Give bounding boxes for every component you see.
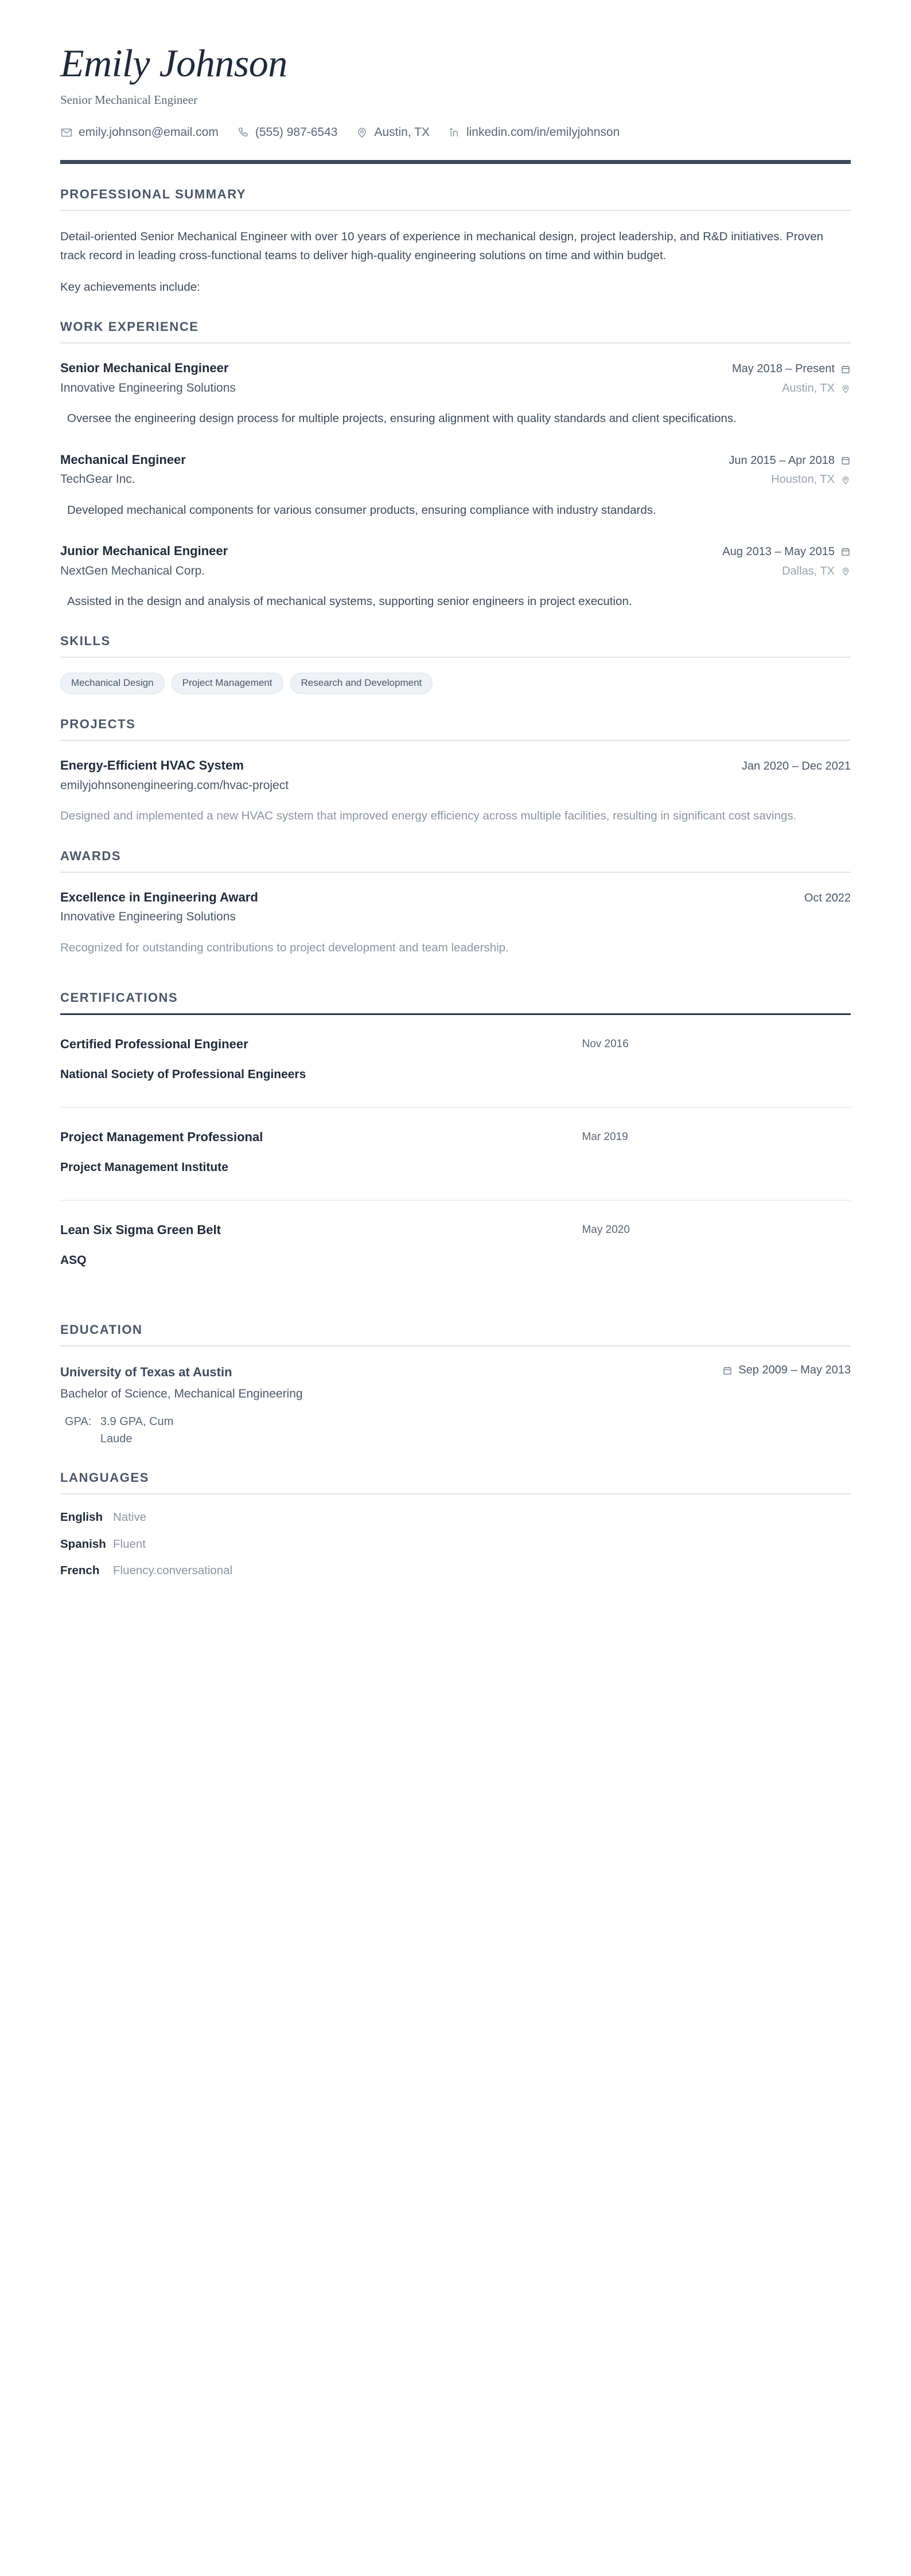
work-dates-value: May 2018 – Present bbox=[732, 362, 835, 376]
certification-date: Mar 2019 bbox=[582, 1130, 628, 1143]
work-role: Junior Mechanical Engineer bbox=[60, 543, 228, 558]
section-divider bbox=[60, 872, 851, 873]
work-role: Senior Mechanical Engineer bbox=[60, 361, 229, 376]
work-description: Oversee the engineering design process for multiple projects, ensuring alignment with quality standards and client specifications. bbox=[67, 412, 737, 426]
candidate-name: Emily Johnson bbox=[60, 41, 287, 85]
project-dates bbox=[742, 760, 851, 773]
section-skills bbox=[60, 634, 851, 694]
phone-icon bbox=[237, 126, 250, 139]
language-level: Native bbox=[113, 1511, 147, 1524]
contact-email-value: emily.johnson@email.com bbox=[79, 125, 219, 139]
work-location-value: Austin, TX bbox=[782, 382, 835, 395]
summary-achievements-lead: Key achievements include: bbox=[60, 280, 200, 294]
summary-paragraph: Detail-oriented Senior Mechanical Engineer with over 10 years of experience in mechanical design, project leadership, and R&D initiatives. Proven track record in leading cross-functional teams to deliver high-quality engineering solutions on time and within budget. bbox=[60, 229, 823, 262]
education-degree: Bachelor of Science, Mechanical Engineering bbox=[60, 1387, 303, 1400]
candidate-job-title: Senior Mechanical Engineer bbox=[60, 93, 198, 107]
section-professional-summary bbox=[60, 187, 851, 297]
contact-phone-value: (555) 987-6543 bbox=[255, 125, 338, 139]
contact-linkedin-value: linkedin.com/in/emilyjohnson bbox=[466, 125, 620, 139]
section-divider bbox=[60, 1493, 851, 1494]
work-entry-subheader bbox=[60, 468, 851, 487]
award-date bbox=[804, 892, 851, 905]
contact-location bbox=[356, 126, 430, 139]
section-divider bbox=[60, 1345, 851, 1346]
section-divider bbox=[60, 740, 851, 741]
education-dates bbox=[722, 1364, 851, 1377]
work-entry bbox=[60, 360, 851, 428]
project-url[interactable]: emilyjohnsonengineering.com/hvac-project bbox=[60, 779, 289, 793]
work-dates-value: Aug 2013 – May 2015 bbox=[722, 545, 835, 558]
project-description: Designed and implemented a new HVAC system that improved energy efficiency across multiple facilities, resulting in significant cost savings. bbox=[60, 809, 797, 823]
calendar-icon bbox=[840, 455, 851, 466]
linkedin-icon bbox=[448, 126, 461, 139]
certification-entry bbox=[60, 1201, 851, 1293]
work-description: Developed mechanical components for various consumer products, ensuring compliance with industry standards. bbox=[67, 503, 656, 517]
work-company: NextGen Mechanical Corp. bbox=[60, 564, 205, 577]
work-entry-header bbox=[60, 451, 851, 469]
language-row bbox=[60, 1564, 851, 1578]
project-entry bbox=[60, 757, 851, 825]
section-heading: LANGUAGES bbox=[60, 1470, 149, 1485]
certification-entry bbox=[60, 1108, 851, 1201]
education-dates-value: Sep 2009 – May 2013 bbox=[738, 1364, 851, 1376]
education-school: University of Texas at Austin bbox=[60, 1365, 232, 1379]
section-heading: EDUCATION bbox=[60, 1322, 143, 1337]
section-divider bbox=[60, 342, 851, 344]
section-divider bbox=[60, 657, 851, 658]
resume-header bbox=[60, 42, 851, 164]
project-dates-value: Jan 2020 – Dec 2021 bbox=[741, 760, 851, 773]
work-dates bbox=[722, 545, 851, 559]
contact-row bbox=[60, 126, 851, 139]
language-row bbox=[60, 1537, 851, 1552]
skill-pill: Project Management bbox=[172, 673, 283, 694]
work-location-value: Houston, TX bbox=[771, 473, 835, 486]
section-heading: WORK EXPERIENCE bbox=[60, 319, 199, 334]
location-pin-icon bbox=[356, 126, 368, 139]
work-role: Mechanical Engineer bbox=[60, 452, 186, 467]
certification-issuer: ASQ bbox=[60, 1253, 87, 1267]
location-pin-icon bbox=[840, 384, 851, 394]
location-pin-icon bbox=[840, 475, 851, 485]
skill-list bbox=[60, 673, 851, 694]
work-entry bbox=[60, 451, 851, 520]
work-location bbox=[782, 565, 851, 578]
certification-date: May 2020 bbox=[582, 1223, 630, 1236]
education-gpa-label: GPA: bbox=[65, 1415, 92, 1428]
section-divider bbox=[60, 210, 851, 211]
work-description: Assisted in the design and analysis of mechanical systems, supporting senior engineers in project execution. bbox=[67, 594, 632, 608]
award-issuer: Innovative Engineering Solutions bbox=[60, 910, 236, 924]
calendar-icon bbox=[840, 364, 851, 374]
contact-email[interactable] bbox=[60, 126, 219, 139]
header-divider bbox=[60, 160, 851, 164]
language-row bbox=[60, 1511, 851, 1525]
section-heading: PROFESSIONAL SUMMARY bbox=[60, 186, 247, 201]
section-work-experience bbox=[60, 319, 851, 611]
section-projects bbox=[60, 717, 851, 825]
language-name: French bbox=[60, 1564, 100, 1578]
certification-date: Nov 2016 bbox=[582, 1037, 629, 1050]
work-location-value: Dallas, TX bbox=[782, 564, 835, 577]
award-description: Recognized for outstanding contributions to project development and team leadership. bbox=[60, 940, 509, 954]
language-level: Fluent bbox=[113, 1537, 146, 1551]
project-entry-header bbox=[60, 757, 851, 774]
page-trailing-space bbox=[60, 1578, 851, 1945]
certification-issuer: National Society of Professional Engineers bbox=[60, 1067, 306, 1081]
language-list bbox=[60, 1511, 851, 1578]
work-location bbox=[771, 473, 851, 486]
skill-pill: Mechanical Design bbox=[60, 673, 165, 694]
award-name: Excellence in Engineering Award bbox=[60, 889, 258, 904]
contact-location-value: Austin, TX bbox=[374, 125, 430, 139]
work-dates bbox=[732, 362, 851, 376]
calendar-icon bbox=[722, 1365, 733, 1376]
envelope-icon bbox=[60, 126, 73, 139]
work-entry-header bbox=[60, 360, 851, 377]
calendar-icon bbox=[840, 547, 851, 557]
work-entry bbox=[60, 542, 851, 611]
work-entry-subheader bbox=[60, 377, 851, 396]
section-education bbox=[60, 1322, 851, 1447]
education-entry bbox=[60, 1364, 851, 1447]
section-heading: PROJECTS bbox=[60, 717, 136, 732]
work-company: TechGear Inc. bbox=[60, 473, 135, 486]
section-heading: AWARDS bbox=[60, 848, 122, 863]
section-heading: CERTIFICATIONS bbox=[60, 990, 178, 1005]
section-awards bbox=[60, 849, 851, 957]
certification-name: Certified Professional Engineer bbox=[60, 1036, 248, 1051]
work-dates-value: Jun 2015 – Apr 2018 bbox=[729, 454, 835, 467]
work-entry-header bbox=[60, 542, 851, 560]
section-languages bbox=[60, 1470, 851, 1578]
skill-pill: Research and Development bbox=[290, 673, 433, 694]
education-gpa-value: 3.9 GPA, Cum Laude bbox=[100, 1415, 174, 1446]
contact-linkedin[interactable] bbox=[448, 126, 620, 139]
work-location bbox=[782, 382, 851, 395]
education-gpa bbox=[60, 1413, 851, 1447]
language-name: Spanish bbox=[60, 1537, 106, 1551]
work-entry-subheader bbox=[60, 560, 851, 579]
language-level: Fluency.conversational bbox=[113, 1564, 233, 1578]
section-certifications bbox=[60, 990, 851, 1293]
award-entry-header bbox=[60, 889, 851, 906]
certification-name: Lean Six Sigma Green Belt bbox=[60, 1222, 221, 1237]
location-pin-icon bbox=[840, 566, 851, 576]
contact-phone[interactable] bbox=[237, 126, 338, 139]
language-name: English bbox=[60, 1511, 103, 1524]
project-name: Energy-Efficient HVAC System bbox=[60, 758, 244, 773]
certification-entry bbox=[60, 1015, 851, 1108]
section-heading: SKILLS bbox=[60, 634, 111, 649]
award-date-value: Oct 2022 bbox=[804, 891, 851, 904]
award-entry bbox=[60, 889, 851, 957]
certification-name: Project Management Professional bbox=[60, 1129, 263, 1144]
summary-body bbox=[60, 227, 851, 297]
work-company: Innovative Engineering Solutions bbox=[60, 381, 236, 395]
work-dates bbox=[729, 454, 851, 467]
certification-issuer: Project Management Institute bbox=[60, 1160, 228, 1174]
